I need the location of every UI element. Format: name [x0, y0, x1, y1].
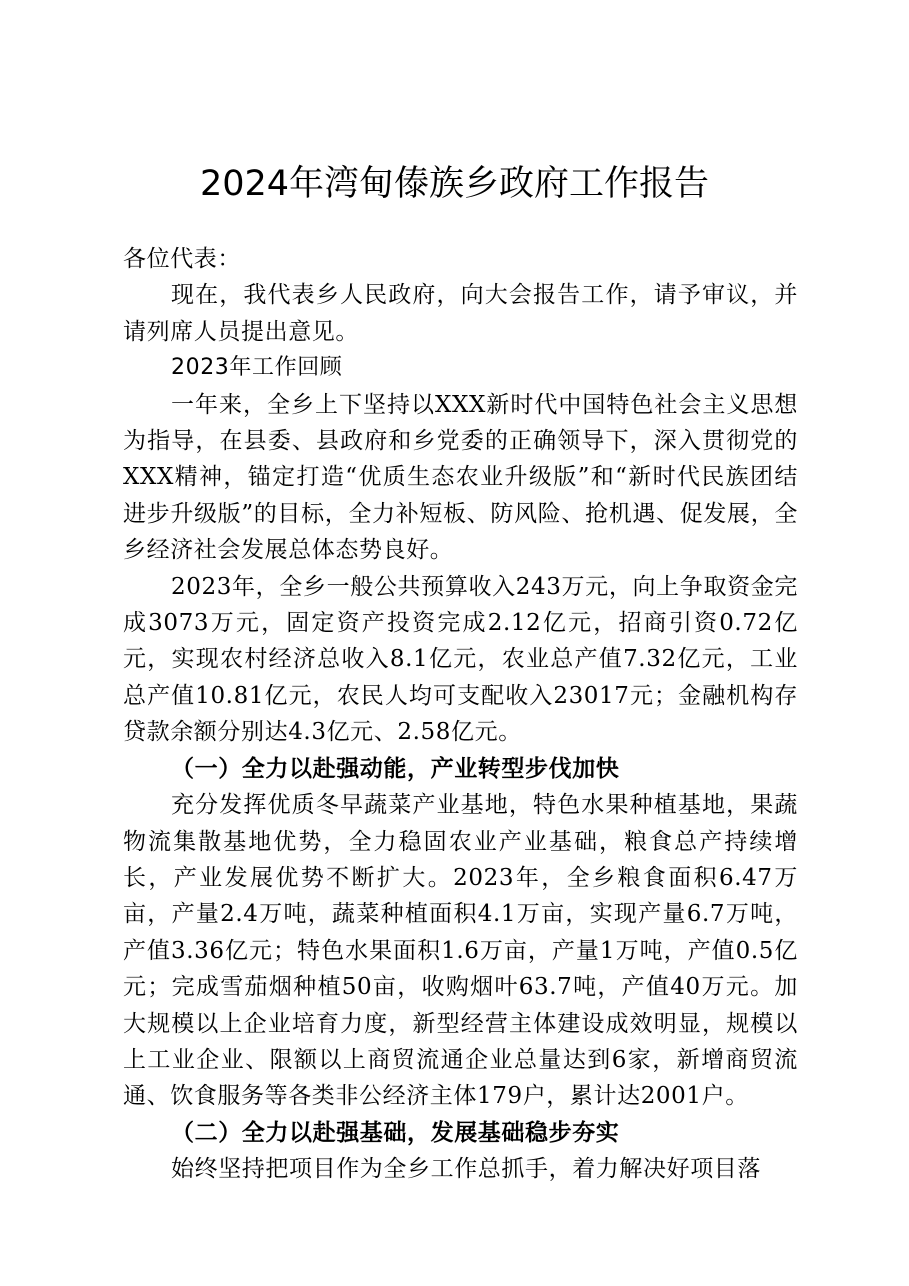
paragraph-summary: 一年来，全乡上下坚持以XXX新时代中国特色社会主义思想为指导，在县委、县政府和乡党委的正确领导下，深入贯彻党的XXX精神，锚定打造“优质生态农业升级版”和“新时代民族团结进步升级版”的目标，全力补短板、防风险、抢机遇、促发展，全乡经济社会发展总体态势良好。 [123, 391, 798, 564]
paragraph-opening: 现在，我代表乡人民政府，向大会报告工作，请予审议，并请列席人员提出意见。 [123, 282, 798, 345]
subheading-foundation: （二）全力以赴强基础，发展基础稳步夯实 [171, 1118, 620, 1146]
paragraph-industry: 充分发挥优质冬早蔬菜产业基地，特色水果种植基地，果蔬物流集散基地优势，全力稳固农业产业基础，粮食总产持续增长，产业发展优势不断扩大。2023年，全乡粮食面积6.47万亩，产量2.4万吨，蔬菜种植面积4.1万亩，实现产量6.7万吨，产值3.36亿元；特色水果面积1.6万亩，产量1万吨，产值0.5亿元；完成雪茄烟种植50亩，收购烟叶63.7吨，产值40万元。加大规模以上企业培育力度，新型经营主体建设成效明显，规模以上工业企业、限额以上商贸流通企业总量达到6家，新增商贸流通、饮食服务等各类非公经济主体179户，累计达2001户。 [123, 792, 798, 1110]
document-title: 2024年湾甸傣族乡政府工作报告 [199, 164, 710, 204]
salutation: 各位代表： [123, 246, 241, 272]
subheading-industry: （一）全力以赴强动能，产业转型步伐加快 [171, 754, 620, 782]
paragraph-economic-figures: 2023年，全乡一般公共预算收入243万元，向上争取资金完成3073万元，固定资产投资完成2.12亿元，招商引资0.72亿元，实现农村经济总收入8.1亿元，农业总产值7.32亿元，工业总产值10.81亿元，农民人均可支配收入23017元；金融机构存贷款余额分别达4.3亿元、2.58亿元。 [123, 573, 798, 746]
paragraph-projects: 始终坚持把项目作为全乡工作总抓手，着力解决好项目落 [171, 1156, 761, 1183]
document-body [123, 241, 798, 1188]
section-heading-review: 2023年工作回顾 [171, 355, 343, 381]
